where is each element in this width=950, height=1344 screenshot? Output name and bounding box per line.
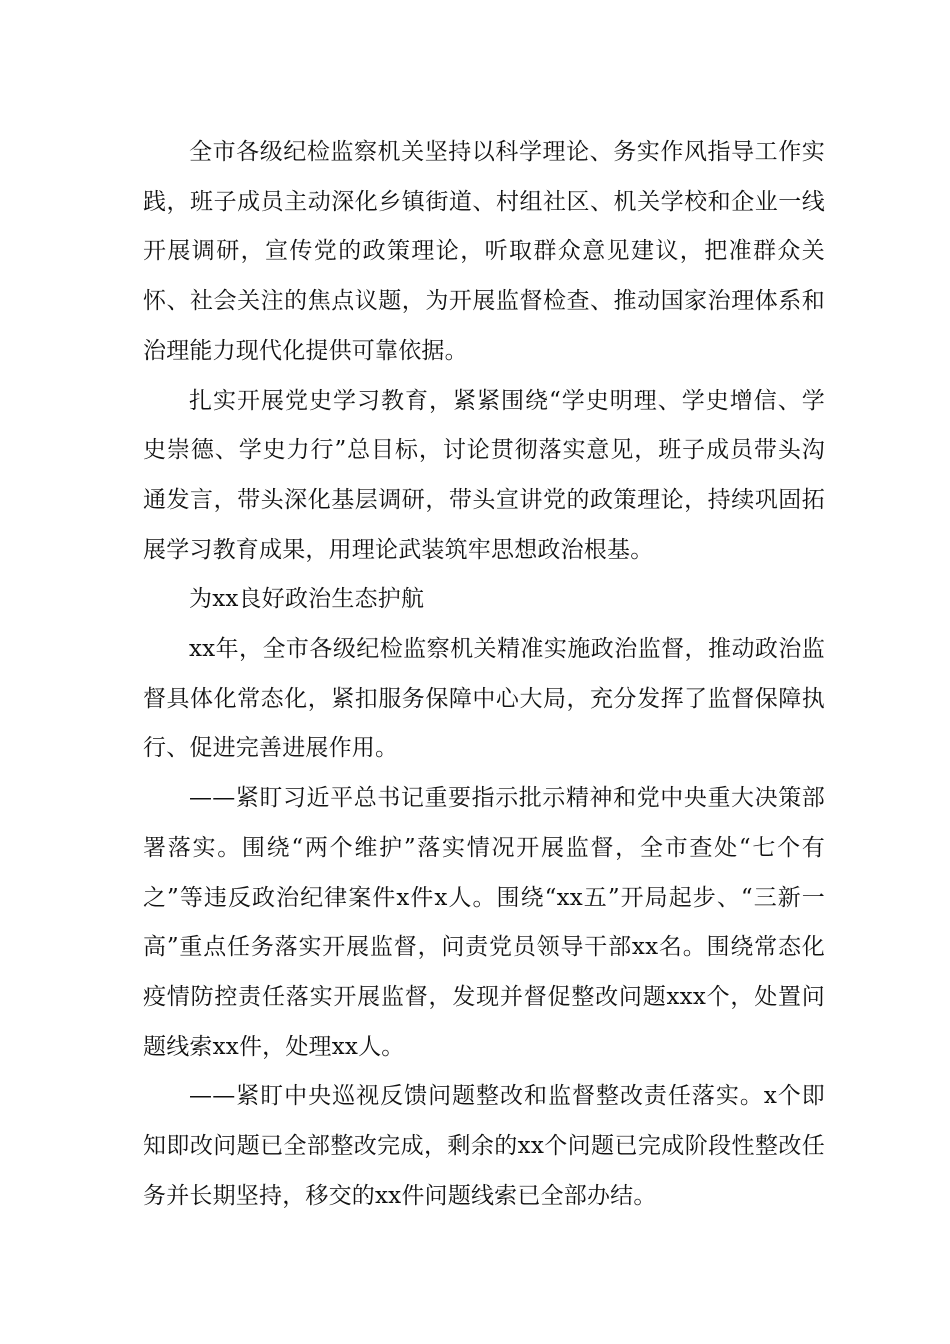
paragraph-5: ——紧盯中央巡视反馈问题整改和监督整改责任落实。x个即知即改问题已全部整改完成，剩余的xx个问题已完成阶段性整改任务并长期坚持，移交的xx件问题线索已全部办结。 [143,1083,825,1209]
document-body [143,128,825,1221]
paragraph-1: 全市各级纪检监察机关坚持以科学理论、务实作风指导工作实践，班子成员主动深化乡镇街道、村组社区、机关学校和企业一线开展调研，宣传党的政策理论，听取群众意见建议，把准群众关怀、社会关注的焦点议题，为开展监督检查、推动国家治理体系和治理能力现代化提供可靠依据。 [143,139,825,364]
section-heading: 为xx良好政治生态护航 [189,586,425,613]
paragraph-2: 扎实开展党史学习教育，紧紧围绕“学史明理、学史增信、学史崇德、学史力行”总目标，讨论贯彻落实意见，班子成员带头沟通发言，带头深化基层调研，带头宣讲党的政策理论，持续巩固拓展学习教育成果，用理论武装筑牢思想政治根基。 [143,387,825,563]
paragraph-4: ——紧盯习近平总书记重要指示批示精神和党中央重大决策部署落实。围绕“两个维护”落实情况开展监督，全市查处“七个有之”等违反政治纪律案件x件x人。围绕“xx五”开局起步、“三新一高”重点任务落实开展监督，问责党员领导干部xx名。围绕常态化疫情防控责任落实开展监督，发现并督促整改问题xxx个，处置问题线索xx件，处理xx人。 [143,785,825,1060]
paragraph-3: xx年，全市各级纪检监察机关精准实施政治监督，推动政治监督具体化常态化，紧扣服务保障中心大局，充分发挥了监督保障执行、促进完善进展作用。 [143,636,825,762]
